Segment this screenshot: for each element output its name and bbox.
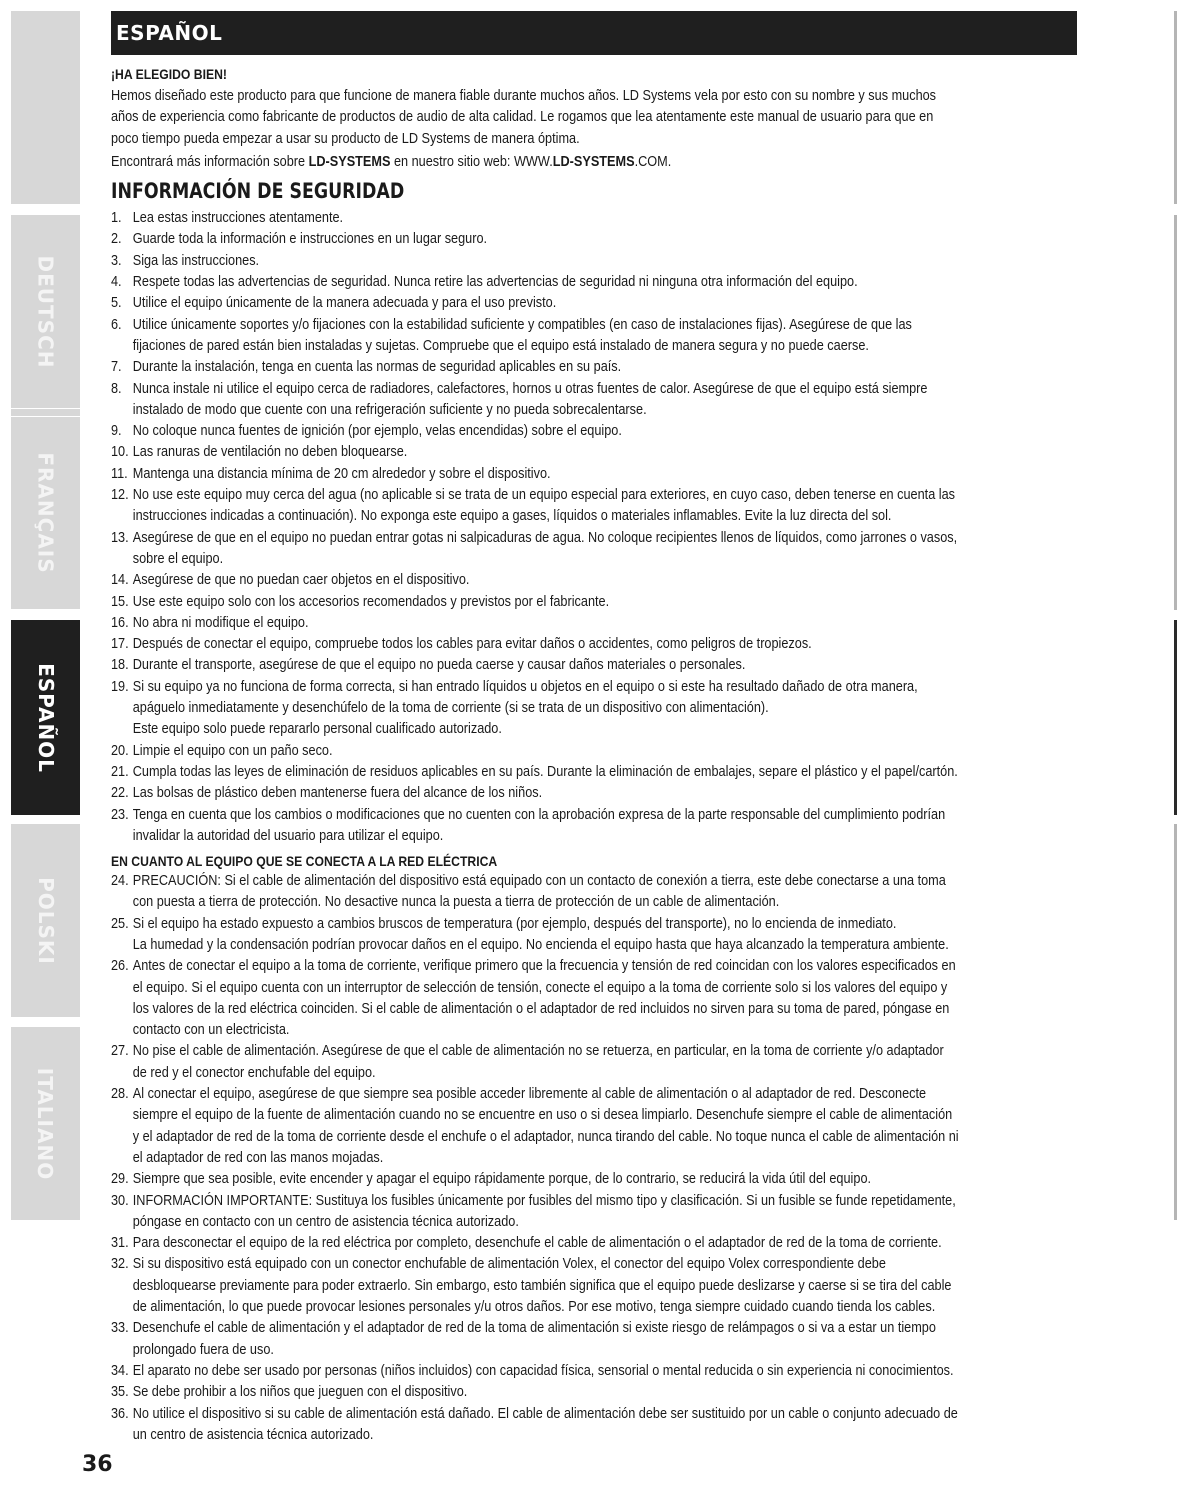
list-item (111, 741, 959, 762)
right-edge-marker (1174, 824, 1177, 1220)
item-text: Use este equipo solo con los accesorios recomendados y previstos por el fabricante. (132, 593, 610, 610)
list-item (111, 1084, 959, 1169)
item-number: 34. (111, 1362, 129, 1379)
list-item (111, 251, 959, 272)
list-item (111, 570, 959, 591)
safety-list (111, 208, 959, 847)
item-text: No abra ni modifique el equipo. (132, 614, 309, 631)
item-number: 10. (111, 444, 129, 461)
website-link[interactable]: LD-SYSTEMS (552, 153, 635, 170)
list-item (111, 315, 959, 358)
page-number: 36 (82, 1452, 113, 1477)
item-text: Si su equipo ya no funciona de forma correcta, si han entrado líquidos u objetos en el equipo o si este ha resultado dañado de otra manera, apáguelo inmediatamente y desenchúfelo de la toma de corriente (si se trata de un dispositivo con alimentación). (132, 678, 918, 717)
item-number: 26. (111, 958, 129, 975)
more-info-middle: en nuestro sitio web: WWW. (390, 153, 553, 170)
item-number: 27. (111, 1043, 129, 1060)
list-item (111, 956, 959, 1041)
item-number: 18. (111, 657, 129, 674)
more-info-suffix: .COM. (634, 153, 672, 170)
item-text: Las bolsas de plástico deben mantenerse fuera del alcance de los niños. (132, 785, 543, 802)
item-number: 28. (111, 1086, 129, 1103)
item-text: No pise el cable de alimentación. Asegúrese de que el cable de alimentación no se retuerza, en particular, en la toma de corriente y/o adaptador de red y el conector enchufable del equipo. (132, 1043, 944, 1081)
item-text: Desenchufe el cable de alimentación y el adaptador de red de la toma de alimentación si existe riesgo de relámpagos o si va a estar un tiempo prolongado fuera de uso. (132, 1320, 936, 1358)
item-text: Antes de conectar el equipo a la toma de corriente, verifique primero que la frecuencia y tensión de red coincidan con los valores especificados en el equipo. Si el equipo cuenta con un interruptor de selección de tensión, conecte el equipo a la toma de corriente solo si los valores del equipo y los valores de la red eléctrica coinciden. Si el cable de alimentación o el adaptador de red incluidos no sirven para su toma de pared, póngase en contacto con un electricista. (132, 958, 956, 1039)
item-text: Si el equipo ha estado expuesto a cambios bruscos de temperatura (por ejemplo, después del transporte), no lo encienda de inmediato. (132, 915, 897, 932)
item-number: 5. (111, 295, 122, 312)
right-edge-marker-active (1174, 620, 1177, 815)
intro-heading: ¡HA ELEGIDO BIEN! (111, 66, 227, 82)
list-item (111, 592, 959, 613)
item-number: 8. (111, 380, 122, 397)
right-edge-marker (1174, 11, 1177, 204)
list-item (111, 634, 959, 655)
brand-name: LD-SYSTEMS (308, 153, 391, 170)
list-item (111, 379, 959, 422)
item-text: Utilice únicamente soportes y/o fijaciones con la estabilidad suficiente y compatibles (en caso de instalaciones fijas). Asegúrese de que las fijaciones de pared están bien instaladas y sujetas. Compruebe que el equipo está instalado de manera segura y no puede caerse. (132, 316, 912, 354)
item-number: 13. (111, 529, 129, 546)
section-title: ESPAÑOL (116, 21, 223, 45)
list-item (111, 272, 959, 293)
list-item (111, 1361, 959, 1382)
item-text: Si su dispositivo está equipado con un conector enchufable de alimentación Volex, el conector del equipo Volex correspondiente debe desbloquearse previamente para poder extraerlo. Sin embargo, esto también significa que el equipo puede deslizarse y caerse si se tira del cable de alimentación, lo que puede provocar lesiones personales y/u otros daños. Por ese motivo, tenga siempre cuidado cuando tienda los cables. (132, 1256, 952, 1316)
electrical-list (111, 871, 959, 1446)
sidebar-tab-english-francais[interactable] (11, 417, 80, 609)
list-item (111, 805, 959, 848)
item-text: Cumpla todas las leyes de eliminación de residuos aplicables en su país. Durante la eliminación de embalajes, separe el plástico y el papel/cartón. (132, 763, 958, 780)
list-item (111, 1254, 959, 1318)
item-number: 4. (111, 274, 122, 291)
item-text: No use este equipo muy cerca del agua (no aplicable si se trata de un equipo especial para exteriores, en cuyo caso, deben tenerse en cuenta las instrucciones indicadas a continuación). No exponga este equipo a gases, líquidos o materiales inflamables. Evite la luz directa del sol. (132, 487, 956, 525)
item-text: Respete todas las advertencias de seguridad. Nunca retire las advertencias de seguridad ni ninguna otra información del equipo. (132, 274, 858, 291)
item-extra-text: Este equipo solo puede repararlo personal cualificado autorizado. (132, 721, 502, 738)
sidebar-tab-polski[interactable] (11, 824, 80, 1017)
item-number: 1. (111, 210, 122, 227)
list-item (111, 914, 959, 957)
tab-separator (11, 409, 80, 416)
list-item (111, 357, 959, 378)
sidebar-tab-label: ITALIANO (33, 1067, 58, 1180)
item-number: 21. (111, 763, 129, 780)
item-number: 30. (111, 1192, 129, 1209)
page-content (111, 62, 959, 1446)
item-text: Lea estas instrucciones atentamente. (132, 210, 344, 227)
sidebar-tab-label: FRANÇAIS (33, 452, 58, 574)
list-item (111, 1169, 959, 1190)
list-item (111, 1404, 959, 1447)
item-number: 25. (111, 915, 129, 932)
item-text: Se debe prohibir a los niños que jueguen con el dispositivo. (132, 1384, 468, 1401)
item-number: 9. (111, 423, 122, 440)
sidebar-tab-label: POLSKI (33, 876, 58, 965)
sidebar-tab-blank (11, 11, 80, 204)
list-item (111, 1233, 959, 1254)
list-item (111, 1041, 959, 1084)
item-number: 12. (111, 487, 129, 504)
item-number: 31. (111, 1235, 129, 1252)
item-number: 14. (111, 572, 129, 589)
item-number: 20. (111, 742, 129, 759)
item-text: El aparato no debe ser usado por personas (niños incluidos) con capacidad física, sensorial o mental reducida o sin experiencia ni conocimientos. (132, 1362, 954, 1379)
list-item (111, 229, 959, 250)
list-item (111, 762, 959, 783)
item-text: Asegúrese de que no puedan caer objetos en el dispositivo. (132, 572, 470, 589)
item-text: Mantenga una distancia mínima de 20 cm alrededor y sobre el dispositivo. (132, 465, 551, 482)
right-edge-marker (1174, 215, 1177, 610)
item-text: Las ranuras de ventilación no deben bloquearse. (132, 444, 408, 461)
list-item (111, 871, 959, 914)
list-item (111, 293, 959, 314)
item-number: 6. (111, 316, 122, 333)
more-info-line (111, 152, 959, 173)
list-item (111, 464, 959, 485)
list-item (111, 1382, 959, 1403)
more-info-prefix: Encontrará más información sobre (111, 153, 309, 170)
item-number: 35. (111, 1384, 129, 1401)
item-text: INFORMACIÓN IMPORTANTE: Sustituya los fusibles únicamente por fusibles del mismo tipo y clasificación. Si un fusible se funde repetidamente, póngase en contacto con un centro de asistencia técnica autorizado. (132, 1192, 956, 1230)
item-number: 24. (111, 873, 129, 890)
list-item (111, 208, 959, 229)
item-number: 17. (111, 636, 129, 653)
list-item (111, 421, 959, 442)
list-item (111, 1191, 959, 1234)
item-number: 7. (111, 359, 122, 376)
intro-text: Hemos diseñado este producto para que funcione de manera fiable durante muchos años. LD Systems vela por esto con su nombre y sus muchos años de experiencia como fabricante de productos de audio de alta calidad. Le rogamos que lea atentamente este manual de usuario para que en poco tiempo pueda empezar a usar su producto de LD Systems de manera óptima. (111, 88, 937, 147)
item-text: Siempre que sea posible, evite encender y apagar el equipo rápidamente porque, de lo contrario, se reducirá la vida útil del equipo. (132, 1171, 872, 1188)
item-number: 19. (111, 678, 129, 695)
item-text: No coloque nunca fuentes de ignición (por ejemplo, velas encendidas) sobre el equipo. (132, 423, 622, 440)
electrical-heading: EN CUANTO AL EQUIPO QUE SE CONECTA A LA RED ELÉCTRICA (111, 853, 498, 870)
item-number: 22. (111, 785, 129, 802)
list-item (111, 528, 959, 571)
item-text: Asegúrese de que en el equipo no puedan entrar gotas ni salpicaduras de agua. No coloque recipientes llenos de líquidos, como jarrones o vasos, sobre el equipo. (132, 529, 958, 567)
sidebar-tab-label: DEUTSCH (33, 255, 58, 368)
item-number: 11. (111, 465, 128, 482)
item-text: Tenga en cuenta que los cambios o modificaciones que no cuenten con la aprobación expresa de la parte responsable del cumplimiento podrían invalidar la autoridad del usuario para utilizar el equipo. (132, 806, 946, 844)
list-item (111, 1318, 959, 1361)
item-text: Durante la instalación, tenga en cuenta las normas de seguridad aplicables en su país. (132, 359, 622, 376)
item-text: Al conectar el equipo, asegúrese de que siempre sea posible acceder libremente al cable de alimentación o al adaptador de red. Desconecte siempre el equipo de la fuente de alimentación cuando no se encuentre en uso o si desea limpiarlo. Desenchufe siempre el cable de alimentación y el adaptador de red de la toma de corriente desde el enchufe o el adaptador, nunca tirando del cable. No toque nunca el cable de alimentación ni el adaptador de red con las manos mojadas. (132, 1086, 959, 1166)
sidebar-tab-deutsch[interactable] (11, 215, 80, 408)
list-item (111, 655, 959, 676)
item-text: Nunca instale ni utilice el equipo cerca de radiadores, calefactores, hornos u otras fuentes de calor. Asegúrese de que el equipo está siempre instalado de modo que cuente con una refrigeración suficiente y no pueda sobrecalentarse. (132, 380, 928, 418)
item-number: 29. (111, 1171, 129, 1188)
item-text: Limpie el equipo con un paño seco. (132, 742, 333, 759)
item-number: 33. (111, 1320, 129, 1337)
item-text: No utilice el dispositivo si su cable de alimentación está dañado. El cable de alimentación debe ser sustituido por un cable o conjunto adecuado de un centro de asistencia técnica autorizado. (132, 1405, 958, 1443)
item-extra-text: La humedad y la condensación podrían provocar daños en el equipo. No encienda el equipo hasta que haya alcanzado la temperatura ambiente. (132, 936, 949, 953)
list-item (111, 783, 959, 804)
item-text: PRECAUCIÓN: Si el cable de alimentación del dispositivo está equipado con un contacto de conexión a tierra, este debe conectarse a una toma con puesta a tierra de protección. No desactive nunca la puesta a tierra de protección de un cable de alimentación. (132, 873, 946, 911)
item-text: Durante el transporte, asegúrese de que el equipo no pueda caerse y causar daños materiales o personales. (132, 657, 746, 674)
item-number: 36. (111, 1405, 129, 1422)
sidebar-tab-espanol[interactable] (11, 620, 80, 815)
item-text: Siga las instrucciones. (132, 252, 260, 269)
sidebar-tab-italiano[interactable] (11, 1027, 80, 1220)
list-item (111, 613, 959, 634)
list-item (111, 442, 959, 463)
item-text: Utilice el equipo únicamente de la manera adecuada y para el uso previsto. (132, 295, 557, 312)
list-item (111, 677, 959, 741)
item-text: Guarde toda la información e instrucciones en un lugar seguro. (132, 231, 488, 248)
item-number: 2. (111, 231, 122, 248)
item-number: 32. (111, 1256, 129, 1273)
item-text: Para desconectar el equipo de la red eléctrica por completo, desenchufe el cable de alimentación o el adaptador de red de la toma de corriente. (132, 1235, 942, 1252)
item-number: 15. (111, 593, 129, 610)
item-text: Después de conectar el equipo, compruebe todos los cables para evitar daños o accidentes, como peligros de tropiezos. (132, 636, 812, 653)
list-item (111, 485, 959, 528)
safety-heading: INFORMACIÓN DE SEGURIDAD (111, 179, 405, 204)
item-number: 3. (111, 252, 122, 269)
section-header (111, 11, 1077, 55)
sidebar-tab-label: ESPAÑOL (33, 662, 58, 773)
item-number: 23. (111, 806, 129, 823)
item-number: 16. (111, 614, 129, 631)
